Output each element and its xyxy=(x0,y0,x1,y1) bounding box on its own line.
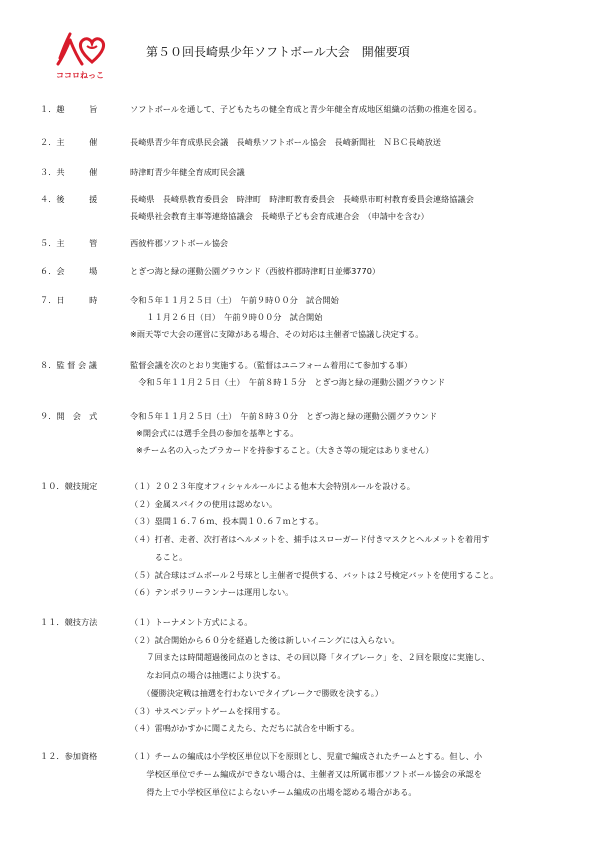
section-label: ４．後 援 xyxy=(40,194,98,204)
section-line: 西彼杵郡ソフトボール協会 xyxy=(130,238,229,248)
section-line: （３）サスペンデットゲームを採用する。 xyxy=(130,705,285,716)
section-line: （２）試合開始から６０分を経過した後は新しいイニングには入らない。 xyxy=(130,634,400,645)
section-line: とぎつ海と緑の運動公園グラウンド（西彼杵郡時津町日並郷3770） xyxy=(130,266,381,276)
section-line: 長崎県青少年育成県民会議 長崎県ソフトボール協会 長崎新聞社 ＮＢＣ長崎放送 xyxy=(130,137,441,147)
section-label: １０．競技規定 xyxy=(40,481,98,491)
section-line: 時津町青少年健全育成町民会議 xyxy=(130,167,245,177)
section-label: ２．主 催 xyxy=(40,137,98,147)
section-line: 得た上で小学校区単位によらないチーム編成の出場を認める場合がある。 xyxy=(130,787,417,797)
section-line: （３）塁間１６.７６ｍ、投本間１０.６７ｍとする。 xyxy=(130,516,324,527)
logo-text: ココロねっこ xyxy=(56,71,104,80)
section-label: ３．共 催 xyxy=(40,167,98,177)
section-line: 長崎県 長崎県教育委員会 時津町 時津町教育委員会 長崎県市町村教育委員会連絡協議会 xyxy=(130,194,474,204)
heart-person-logo-icon xyxy=(50,28,110,72)
section-line: （４）雷鳴がかすかに聞こえたら、ただちに試合を中断する。 xyxy=(130,723,360,734)
section-line: １１月２６日（日） 午前９時００分 試合開始 xyxy=(130,312,323,322)
section-line: ソフトボールを通して、子どもたちの健全育成と青少年健全育成地区組織の活動の推進を図る。 xyxy=(130,104,482,114)
section-label: １１．競技方法 xyxy=(40,617,98,627)
section-line: （４）打者、走者、次打者はヘルメットを、捕手はスローガード付きマスクとヘルメットを着用す xyxy=(130,534,490,545)
section-line: （２）金属スパイクの使用は認めない。 xyxy=(130,498,278,509)
section-line: （１）トーナメント方式による。 xyxy=(130,617,253,627)
section-line: ※開会式には選手全員の参加を基準とする。 xyxy=(136,428,299,438)
section-line: ※チーム名の入ったプラカードを持参すること。（大きさ等の規定はありません） xyxy=(136,445,434,455)
section-line: ※雨天等で大会の運営に支障がある場合、その対応は主催者で協議し決定する。 xyxy=(130,329,424,339)
section-line: 監督会議を次のとおり実施する。（監督はユニフォーム着用にて参加する事） xyxy=(130,360,413,370)
section-line: なお同点の場合は抽選により決する。 xyxy=(130,670,286,681)
section-line: 令和５年１１月２５日（土） 午前９時００分 試合開始 xyxy=(130,295,339,305)
section-line: 長崎県社会教育主事等連絡協議会 長崎県子ども会育成連合会 （申請中を含む） xyxy=(130,211,429,221)
section-line: ７回または時間超過後同点のときは、その回以降「タイブレーク」を、２回を限度に実施し、 xyxy=(130,652,490,663)
section-line: （１）チームの編成は小学校区単位以下を原則とし、児童で編成されたチームとする。但し、小 xyxy=(130,751,483,761)
section-line: 学校区単位でチーム編成ができない場合は、主催者又は所属市郡ソフトボール協会の承認を xyxy=(130,769,482,779)
logo xyxy=(50,28,110,84)
section-line: 令和５年１１月２５日（土） 午前８時３０分 とぎつ海と緑の運動公園グラウンド xyxy=(130,411,438,421)
section-label: ９．開 会 式 xyxy=(40,411,98,421)
section-label: ８．監 督 会 議 xyxy=(40,360,97,370)
section-line: （６）テンポラリーランナーは運用しない。 xyxy=(130,587,294,598)
page-title: 第５０回長崎県少年ソフトボール大会 開催要項 xyxy=(146,45,410,59)
section-line: （優勝決定戦は抽選を行わないでタイブレークで勝敗を決する。） xyxy=(130,687,384,698)
section-label: ６．会 場 xyxy=(40,266,98,276)
section-line: ること。 xyxy=(130,551,188,562)
section-line: （１）２０２３年度オフィシャルルールによる他本大会特別ルールを設ける。 xyxy=(130,481,415,491)
section-label: ５．主 管 xyxy=(40,238,98,248)
section-label: ７．日 時 xyxy=(40,295,98,305)
section-line: 令和５年１１月２５日（土） 午前８時１５分 とぎつ海と緑の運動公園グラウンド xyxy=(130,377,446,387)
section-label: １２．参加資格 xyxy=(40,751,98,761)
section-label: １．趣 旨 xyxy=(40,104,98,114)
section-line: （５）試合球はゴムボール２号球とし主催者で提供する、バットは２号検定バットを使用すること。 xyxy=(130,569,499,580)
